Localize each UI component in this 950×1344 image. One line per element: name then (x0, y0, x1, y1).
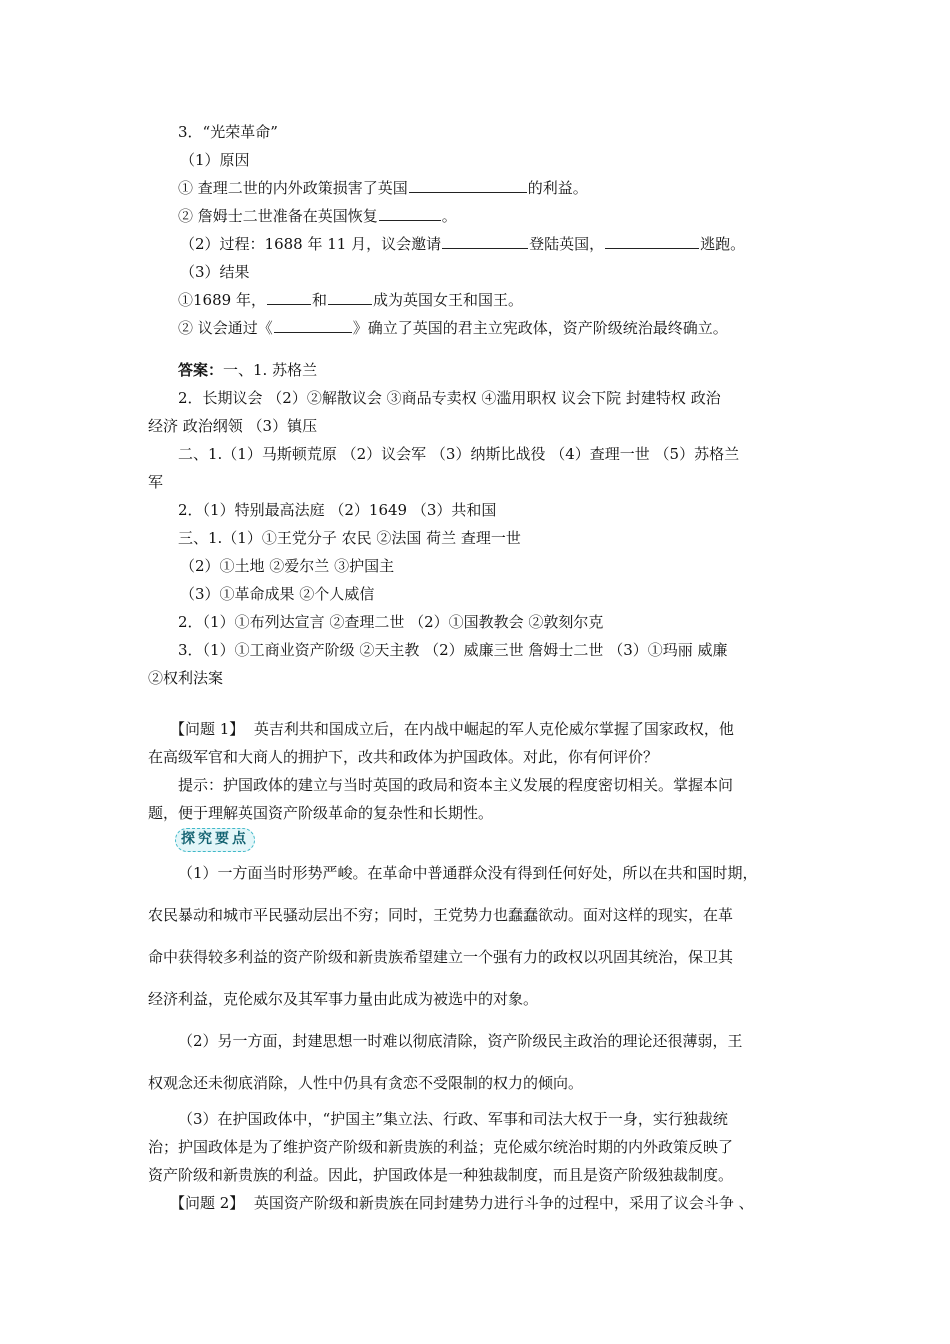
answers-line: 2．（1）①布列达宣言 ②查理二世 （2）①国教教会 ②敦刻尔克 (178, 613, 604, 631)
answers-line: 军 (148, 473, 164, 491)
cause-item-1: ① 查理二世的内外政策损害了英国 的利益。 (178, 179, 588, 197)
question-2: 【问题 2】 英国资产阶级和新贵族在同封建势力进行斗争的过程中，采用了议会斗争 、 (170, 1194, 754, 1212)
answer-blank[interactable] (442, 233, 528, 249)
answer-blank[interactable] (605, 233, 699, 249)
explore-paragraph-line: （3）在护国政体中，“护国主”集立法、行政、军事和司法大权于一身，实行独裁统 (178, 1110, 728, 1128)
answers-line: 经济 政治纲领 （3）镇压 (148, 417, 318, 435)
hint-text: 题，便于理解英国资产阶级革命的复杂性和长期性。 (148, 804, 494, 822)
explore-paragraph-line: （2）另一方面，封建思想一时难以彻底清除，资产阶级民主政治的理论还很薄弱，王 (178, 1032, 743, 1050)
question-label: 【问题 1】 (170, 720, 245, 738)
process-line: （2）过程：1688 年 11 月，议会邀请 登陆英国， 逃跑。 (180, 235, 746, 253)
explore-paragraph-line: 经济利益，克伦威尔及其军事力量由此成为被选中的对象。 (148, 990, 539, 1008)
answer-blank[interactable] (379, 205, 441, 221)
explore-paragraph-line: （1）一方面当时形势严峻。在革命中普通群众没有得到任何好处，所以在共和国时期， (178, 864, 758, 882)
answers-label: 答案： (178, 361, 224, 379)
question-1: 【问题 1】 英吉利共和国成立后，在内战中崛起的军人克伦威尔掌握了国家政权，他 (170, 720, 734, 738)
explore-paragraph-line: 治；护国政体是为了维护资产阶级和新贵族的利益；克伦威尔统治时期的内外政策反映了 (148, 1138, 734, 1156)
answers-line: 2．（1）特别最高法庭 （2）1649 （3）共和国 (178, 501, 497, 519)
answers-line: 2．长期议会 （2）②解散议会 ③商品专卖权 ④滥用职权 议会下院 封建特权 政治 (178, 389, 721, 407)
answer-blank[interactable] (328, 289, 372, 305)
explore-points-tag: 探究要点 (175, 828, 255, 852)
answers-line-1: 答案：一、1. 苏格兰 (178, 361, 318, 379)
answers-line: 二、1.（1）马斯顿荒原 （2）议会军 （3）纳斯比战役 （4）查理一世 （5）苏格兰 (178, 445, 740, 463)
hint-text: 提示：护国政体的建立与当时英国的政局和资本主义发展的程度密切相关。掌握本问 (178, 776, 734, 794)
answers-line: （2）①土地 ②爱尔兰 ③护国主 (180, 557, 395, 575)
result-item-1: ①1689 年， 和 成为英国女王和国王。 (178, 291, 523, 309)
result-item-2: ② 议会通过《 》确立了英国的君主立宪政体，资产阶级统治最终确立。 (178, 319, 728, 337)
explore-paragraph-line: 资产阶级和新贵族的利益。因此，护国政体是一种独裁制度，而且是资产阶级独裁制度。 (148, 1166, 734, 1184)
question-label: 【问题 2】 (170, 1194, 245, 1212)
cause-label: （1）原因 (180, 151, 250, 169)
answers-line: ②权利法案 (148, 669, 224, 687)
result-label: （3）结果 (180, 263, 250, 281)
cause-item-2: ② 詹姆士二世准备在英国恢复 。 (178, 207, 457, 225)
explore-paragraph-line: 农民暴动和城市平民骚动层出不穷；同时，王党势力也蠢蠢欲动。面对这样的现实，在革 (148, 906, 734, 924)
answer-blank[interactable] (409, 177, 527, 193)
answer-blank[interactable] (267, 289, 311, 305)
explore-paragraph-line: 权观念还未彻底消除，人性中仍具有贪恋不受限制的权力的倾向。 (148, 1074, 584, 1092)
answer-blank[interactable] (274, 317, 352, 333)
answers-line: 三、1.（1）①王党分子 农民 ②法国 荷兰 查理一世 (178, 529, 521, 547)
answers-line: 3．（1）①工商业资产阶级 ②天主教 （2）威廉三世 詹姆士二世 （3）①玛丽 威廉 (178, 641, 728, 659)
question-1-text: 在高级军官和大商人的拥护下，改共和政体为护国政体。对此，你有何评价？ (148, 748, 659, 766)
explore-paragraph-line: 命中获得较多利益的资产阶级和新贵族希望建立一个强有力的政权以巩固其统治，保卫其 (148, 948, 734, 966)
section-heading: 3．“光荣革命” (178, 123, 278, 141)
answers-line: （3）①革命成果 ②个人威信 (180, 585, 375, 603)
